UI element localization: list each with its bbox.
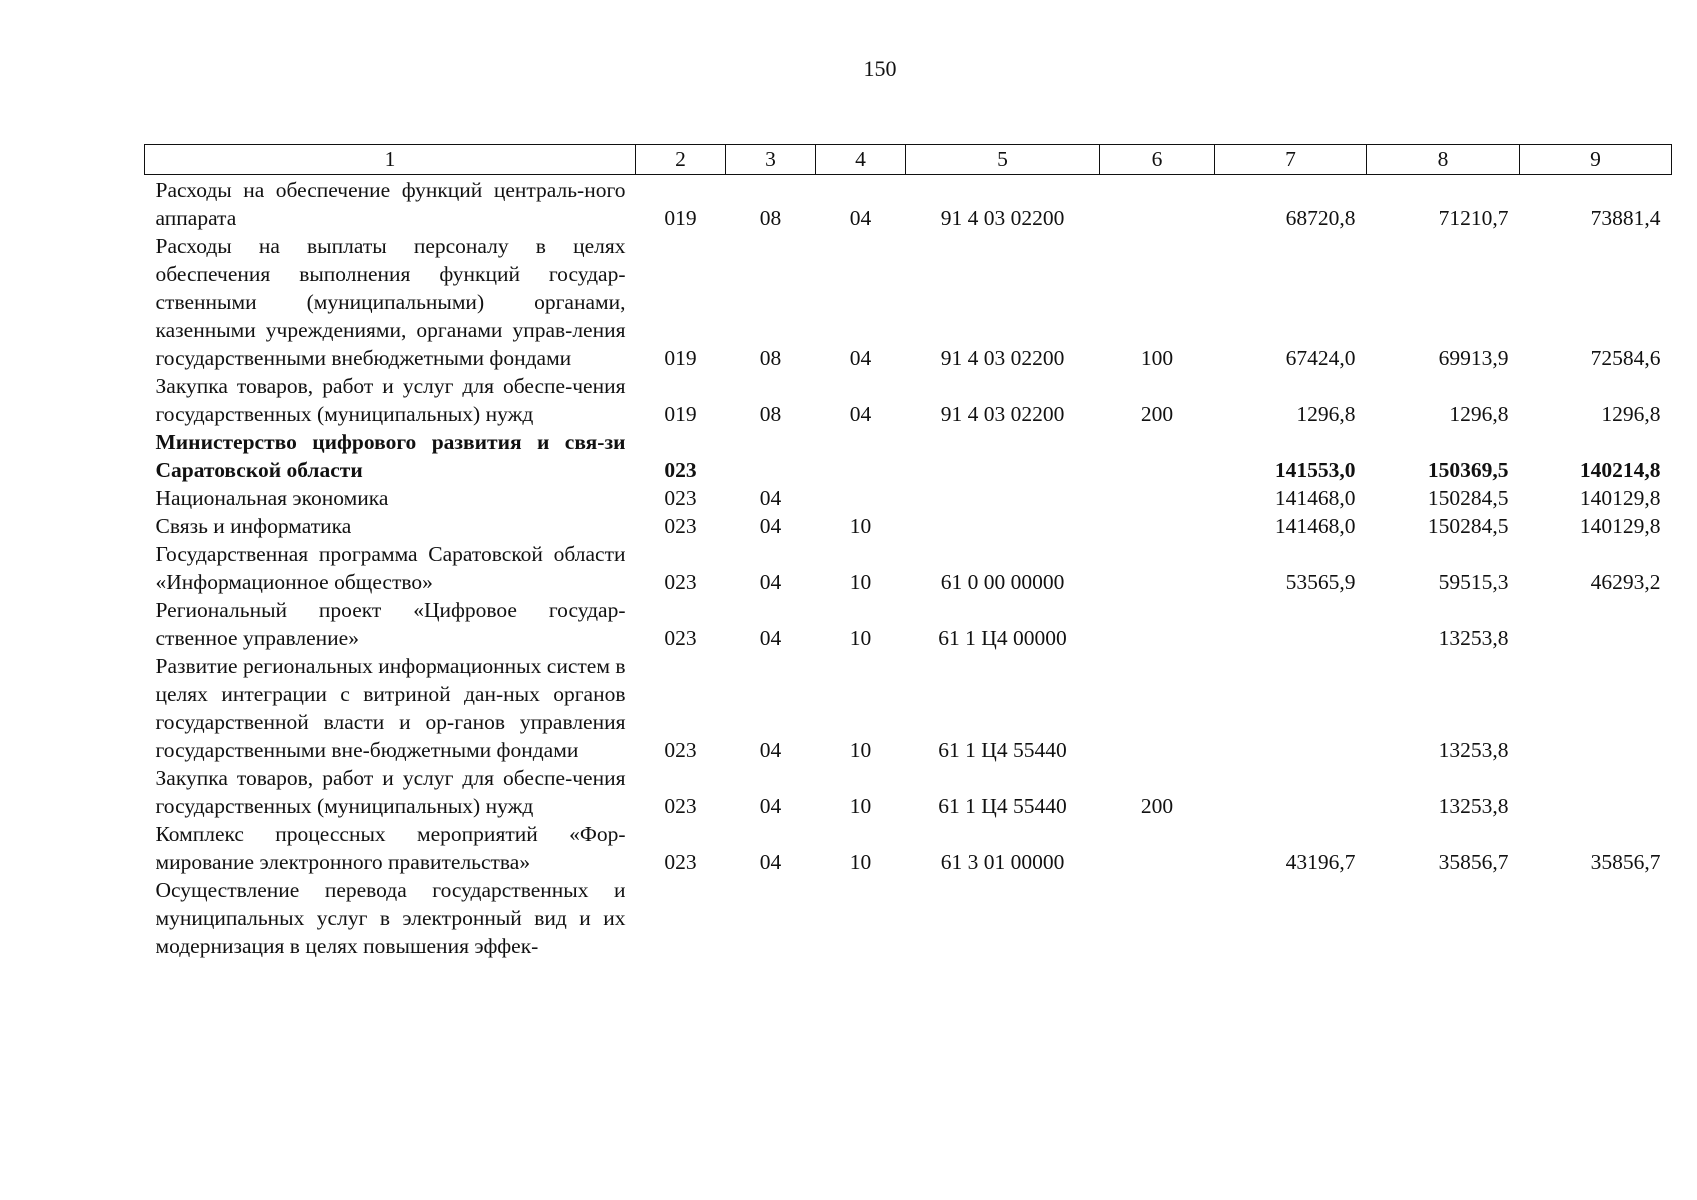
row-col-5 bbox=[906, 428, 1100, 484]
row-col-8: 13253,8 bbox=[1438, 794, 1509, 818]
row-col-9: 140129,8 bbox=[1579, 514, 1661, 538]
row-col-8: 13253,8 bbox=[1438, 626, 1509, 650]
row-col-6 bbox=[1100, 596, 1215, 652]
row-name: Осуществление перевода государственных и муниципальных услуг в электронный вид и их модернизация в целях повышения эффек- bbox=[155, 878, 626, 958]
row-col-6 bbox=[1100, 175, 1215, 233]
budget-table bbox=[144, 144, 1672, 960]
table-row bbox=[145, 512, 1672, 540]
table-row bbox=[145, 428, 1672, 484]
row-col-3: 04 bbox=[759, 514, 782, 538]
row-col-3: 04 bbox=[759, 850, 782, 874]
row-col-6: 100 bbox=[1140, 346, 1174, 370]
row-name: Министерство цифрового развития и свя-зи Саратовской области bbox=[155, 430, 626, 482]
row-col-4: 10 bbox=[849, 626, 872, 650]
header-col-8: 8 bbox=[1367, 145, 1520, 175]
row-col-9: 35856,7 bbox=[1590, 850, 1661, 874]
row-col-2: 019 bbox=[664, 346, 697, 370]
row-col-9 bbox=[1520, 596, 1672, 652]
row-name: Национальная экономика bbox=[155, 486, 389, 510]
row-col-3: 08 bbox=[759, 346, 782, 370]
row-col-4: 04 bbox=[849, 206, 872, 230]
row-col-7: 141553,0 bbox=[1274, 458, 1356, 482]
table-row bbox=[145, 540, 1672, 596]
row-col-3: 04 bbox=[759, 738, 782, 762]
row-col-9 bbox=[1520, 876, 1672, 960]
row-col-7: 67424,0 bbox=[1285, 346, 1356, 370]
row-name: Закупка товаров, работ и услуг для обеспе-чения государственных (муниципальных) нужд bbox=[155, 374, 626, 426]
row-col-5 bbox=[906, 876, 1100, 960]
row-col-3: 08 bbox=[759, 402, 782, 426]
row-name: Государственная программа Саратовской области «Информационное общество» bbox=[155, 542, 626, 594]
row-name: Комплекс процессных мероприятий «Фор-мирование электронного правительства» bbox=[155, 822, 626, 874]
row-col-9: 46293,2 bbox=[1590, 570, 1661, 594]
row-col-5: 91 4 03 02200 bbox=[940, 402, 1065, 426]
row-col-8: 69913,9 bbox=[1438, 346, 1509, 370]
table-header-row bbox=[145, 145, 1672, 175]
row-col-7: 141468,0 bbox=[1274, 514, 1356, 538]
header-col-5: 5 bbox=[906, 145, 1100, 175]
row-col-2: 023 bbox=[664, 514, 697, 538]
row-col-7: 68720,8 bbox=[1285, 206, 1356, 230]
table-row bbox=[145, 372, 1672, 428]
row-col-4: 10 bbox=[849, 514, 872, 538]
row-name: Закупка товаров, работ и услуг для обеспе-чения государственных (муниципальных) нужд bbox=[155, 766, 626, 818]
page-number: 150 bbox=[863, 56, 897, 81]
row-col-5: 61 1 Ц4 00000 bbox=[938, 626, 1067, 650]
row-col-8: 150284,5 bbox=[1427, 486, 1509, 510]
row-col-4: 10 bbox=[849, 794, 872, 818]
row-col-2: 023 bbox=[664, 626, 697, 650]
row-col-3 bbox=[726, 428, 816, 484]
row-col-5: 61 0 00 00000 bbox=[940, 570, 1065, 594]
row-col-6: 200 bbox=[1140, 794, 1174, 818]
row-col-5 bbox=[906, 512, 1100, 540]
row-col-9: 140129,8 bbox=[1579, 486, 1661, 510]
table-row bbox=[145, 175, 1672, 233]
row-col-2 bbox=[636, 876, 726, 960]
row-col-6 bbox=[1100, 484, 1215, 512]
row-col-2: 023 bbox=[664, 458, 697, 482]
table-row bbox=[145, 652, 1672, 764]
row-col-5: 61 1 Ц4 55440 bbox=[938, 738, 1067, 762]
row-col-8: 150284,5 bbox=[1427, 514, 1509, 538]
table-row bbox=[145, 876, 1672, 960]
row-col-6 bbox=[1100, 512, 1215, 540]
row-col-9: 72584,6 bbox=[1590, 346, 1661, 370]
row-col-6 bbox=[1100, 876, 1215, 960]
row-name: Связь и информатика bbox=[155, 514, 352, 538]
row-col-7 bbox=[1215, 596, 1367, 652]
row-col-7 bbox=[1215, 652, 1367, 764]
row-name: Региональный проект «Цифровое государ-ственное управление» bbox=[155, 598, 626, 650]
row-col-8: 13253,8 bbox=[1438, 738, 1509, 762]
header-col-9: 9 bbox=[1520, 145, 1672, 175]
row-col-8 bbox=[1367, 876, 1520, 960]
row-col-9: 140214,8 bbox=[1579, 458, 1661, 482]
row-col-2: 023 bbox=[664, 486, 697, 510]
row-col-5 bbox=[906, 484, 1100, 512]
row-col-6 bbox=[1100, 540, 1215, 596]
row-col-4: 10 bbox=[849, 570, 872, 594]
row-col-4 bbox=[816, 876, 906, 960]
row-col-7 bbox=[1215, 876, 1367, 960]
row-col-8: 59515,3 bbox=[1438, 570, 1509, 594]
row-col-4 bbox=[816, 484, 906, 512]
row-col-6 bbox=[1100, 652, 1215, 764]
header-col-2: 2 bbox=[636, 145, 726, 175]
row-col-4: 10 bbox=[849, 738, 872, 762]
row-name: Расходы на выплаты персоналу в целях обеспечения выполнения функций государ-ственными (муниципальными) органами, казенными учреждениями, органами управ-ления государственными внебюджетными фондами bbox=[155, 234, 626, 370]
row-col-5: 61 1 Ц4 55440 bbox=[938, 794, 1067, 818]
row-col-3: 04 bbox=[759, 626, 782, 650]
row-col-9 bbox=[1520, 652, 1672, 764]
table-row bbox=[145, 596, 1672, 652]
row-col-3: 04 bbox=[759, 570, 782, 594]
row-col-9: 1296,8 bbox=[1601, 402, 1661, 426]
header-col-6: 6 bbox=[1100, 145, 1215, 175]
row-col-2: 019 bbox=[664, 206, 697, 230]
table-row bbox=[145, 820, 1672, 876]
row-col-4 bbox=[816, 428, 906, 484]
row-col-3: 08 bbox=[759, 206, 782, 230]
row-col-6 bbox=[1100, 428, 1215, 484]
row-col-3 bbox=[726, 876, 816, 960]
row-col-7: 43196,7 bbox=[1285, 850, 1356, 874]
row-col-2: 023 bbox=[664, 738, 697, 762]
row-col-3: 04 bbox=[759, 486, 782, 510]
table-row bbox=[145, 484, 1672, 512]
row-name: Развитие региональных информационных систем в целях интеграции с витриной дан-ных органов государственной власти и ор-ганов управления государственными вне-бюджетными фондами bbox=[155, 654, 626, 762]
row-col-2: 023 bbox=[664, 850, 697, 874]
row-col-5: 91 4 03 02200 bbox=[940, 346, 1065, 370]
row-col-8: 150369,5 bbox=[1427, 458, 1509, 482]
table-row bbox=[145, 764, 1672, 820]
row-col-5: 91 4 03 02200 bbox=[940, 206, 1065, 230]
row-col-4: 04 bbox=[849, 402, 872, 426]
row-col-6: 200 bbox=[1140, 402, 1174, 426]
row-col-6 bbox=[1100, 820, 1215, 876]
row-col-7: 1296,8 bbox=[1296, 402, 1356, 426]
header-col-7: 7 bbox=[1215, 145, 1367, 175]
row-col-9 bbox=[1520, 764, 1672, 820]
header-col-1: 1 bbox=[145, 145, 636, 175]
row-col-7: 53565,9 bbox=[1285, 570, 1356, 594]
row-col-3: 04 bbox=[759, 794, 782, 818]
row-col-4: 10 bbox=[849, 850, 872, 874]
row-col-4: 04 bbox=[849, 346, 872, 370]
header-col-4: 4 bbox=[816, 145, 906, 175]
row-col-5: 61 3 01 00000 bbox=[940, 850, 1065, 874]
row-name: Расходы на обеспечение функций централь-ного аппарата bbox=[155, 178, 626, 230]
row-col-7 bbox=[1215, 764, 1367, 820]
row-col-9: 73881,4 bbox=[1590, 206, 1661, 230]
header-col-3: 3 bbox=[726, 145, 816, 175]
row-col-8: 71210,7 bbox=[1438, 206, 1509, 230]
table-row bbox=[145, 232, 1672, 372]
row-col-7: 141468,0 bbox=[1274, 486, 1356, 510]
row-col-2: 019 bbox=[664, 402, 697, 426]
row-col-8: 1296,8 bbox=[1449, 402, 1509, 426]
row-col-2: 023 bbox=[664, 794, 697, 818]
row-col-2: 023 bbox=[664, 570, 697, 594]
row-col-8: 35856,7 bbox=[1438, 850, 1509, 874]
